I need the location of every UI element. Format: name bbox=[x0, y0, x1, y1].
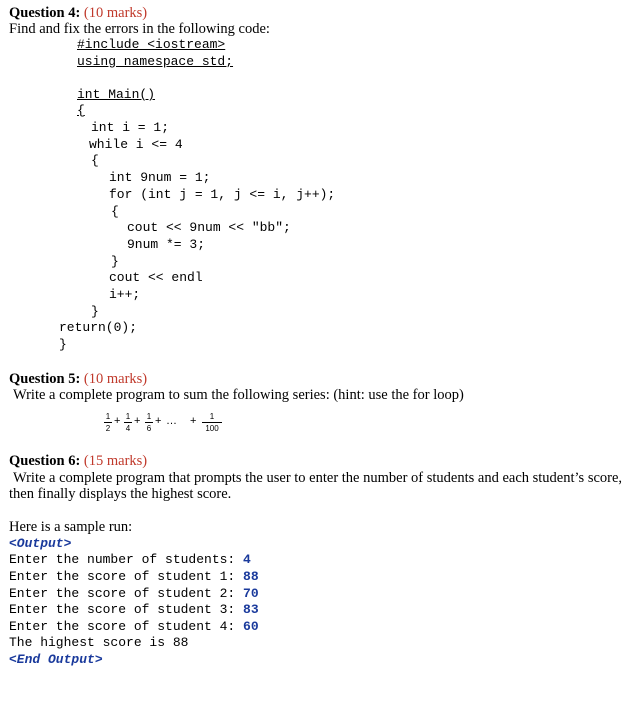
series-denominator-1: 2 bbox=[105, 424, 111, 433]
series-term-2 bbox=[124, 412, 132, 433]
run-line-4 bbox=[9, 602, 259, 618]
run-prompt-4: Enter the score of student 3: bbox=[9, 602, 244, 617]
q4-header bbox=[9, 5, 147, 21]
code-line-for-open: { bbox=[111, 204, 119, 219]
series-term-1 bbox=[104, 412, 112, 433]
code-line-for: for (int j = 1, j <= i, j++); bbox=[109, 187, 336, 202]
series-numerator-1: 1 bbox=[105, 412, 111, 421]
series-ellipsis: … bbox=[166, 415, 177, 427]
q5-marks: (10 marks) bbox=[83, 371, 148, 387]
series-plus-4: + bbox=[190, 415, 197, 427]
code-line-while-open: { bbox=[91, 153, 99, 168]
series-plus-1: + bbox=[114, 415, 121, 427]
run-input-1: 4 bbox=[243, 552, 251, 567]
series-term-last bbox=[202, 412, 222, 433]
output-close-tag: <End Output> bbox=[9, 652, 103, 667]
series-denominator-last: 100 bbox=[205, 424, 219, 433]
q6-instruction-line1: Write a complete program that prompts the user to enter the number of students and each student’s score, bbox=[13, 470, 623, 486]
code-line-main-close: } bbox=[59, 337, 67, 352]
run-final-line: The highest score is 88 bbox=[9, 635, 189, 650]
code-line-int-9num: int 9num = 1; bbox=[109, 170, 211, 185]
series-term-3 bbox=[145, 412, 153, 433]
run-input-4: 83 bbox=[243, 602, 259, 617]
q6-heading: Question 6: bbox=[9, 453, 81, 469]
run-line-2 bbox=[9, 569, 259, 585]
code-line-int-i: int i = 1; bbox=[91, 120, 170, 135]
run-prompt-5: Enter the score of student 4: bbox=[9, 619, 244, 634]
run-input-2: 88 bbox=[243, 569, 259, 584]
run-prompt-1: Enter the number of students: bbox=[9, 552, 244, 567]
run-input-5: 60 bbox=[243, 619, 259, 634]
q6-instruction-line2: then finally displays the highest score. bbox=[9, 486, 232, 502]
series-numerator-3: 1 bbox=[146, 412, 152, 421]
q6-marks: (15 marks) bbox=[83, 453, 148, 469]
series-denominator-3: 6 bbox=[146, 424, 152, 433]
code-line-main-open: { bbox=[77, 103, 85, 118]
output-open-tag: <Output> bbox=[9, 536, 72, 551]
q4-instruction: Find and fix the errors in the following code: bbox=[9, 21, 270, 37]
code-line-cout: cout << 9num << "bb"; bbox=[127, 220, 291, 235]
series-numerator-last: 1 bbox=[209, 412, 215, 421]
q4-marks: (10 marks) bbox=[83, 5, 148, 21]
series-denominator-2: 4 bbox=[125, 424, 131, 433]
code-line-main: int Main() bbox=[77, 87, 156, 102]
code-line-include: #include <iostream> bbox=[77, 37, 226, 52]
series-numerator-2: 1 bbox=[125, 412, 131, 421]
code-line-mult: 9num *= 3; bbox=[127, 237, 206, 252]
q5-header bbox=[9, 371, 147, 387]
q4-heading: Question 4: bbox=[9, 5, 81, 21]
run-line-5 bbox=[9, 619, 259, 635]
run-line-1 bbox=[9, 552, 251, 568]
code-line-increment: i++; bbox=[109, 287, 141, 302]
series-plus-3: + bbox=[155, 415, 162, 427]
code-line-while: while i <= 4 bbox=[89, 137, 183, 152]
q5-heading: Question 5: bbox=[9, 371, 81, 387]
run-prompt-2: Enter the score of student 1: bbox=[9, 569, 244, 584]
code-line-endl: cout << endl bbox=[109, 270, 203, 285]
q5-instruction: Write a complete program to sum the following series: (hint: use the for loop) bbox=[13, 387, 464, 403]
q6-header bbox=[9, 453, 147, 469]
run-prompt-3: Enter the score of student 2: bbox=[9, 586, 244, 601]
run-line-3 bbox=[9, 586, 259, 602]
code-line-return: return(0); bbox=[59, 320, 138, 335]
series-plus-2: + bbox=[134, 415, 141, 427]
run-input-3: 70 bbox=[243, 586, 259, 601]
sample-run-intro: Here is a sample run: bbox=[9, 519, 133, 535]
code-line-using: using namespace std; bbox=[77, 54, 234, 69]
code-line-for-close: } bbox=[111, 254, 119, 269]
code-line-while-close: } bbox=[91, 304, 99, 319]
